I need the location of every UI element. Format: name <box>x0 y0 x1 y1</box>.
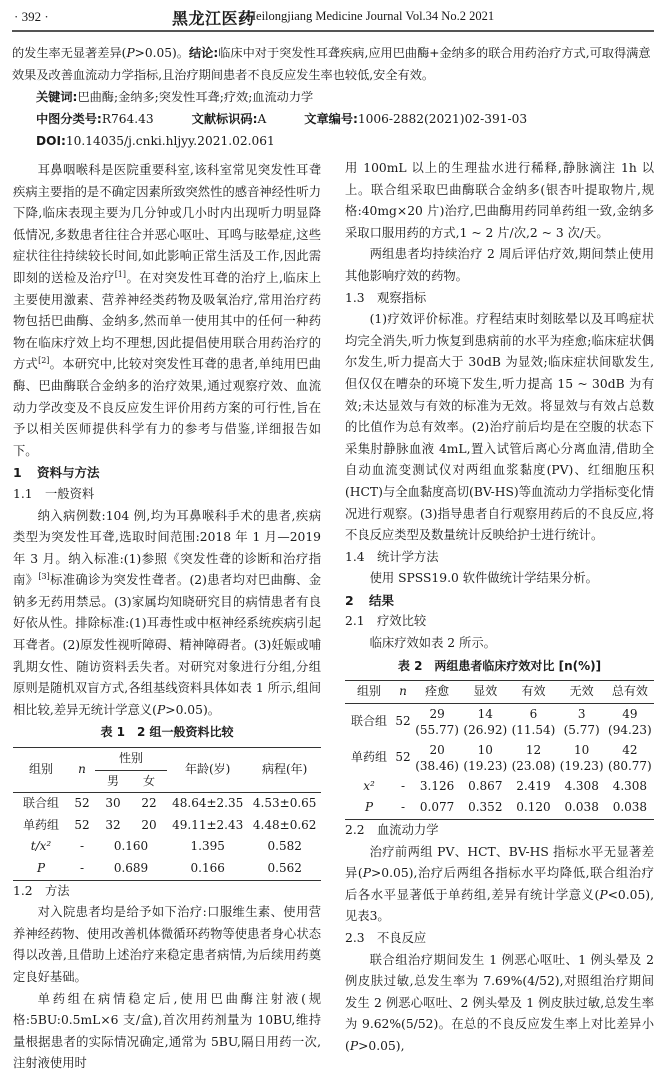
section-number: 1.3 <box>345 290 365 305</box>
stat-symbol: P <box>364 800 374 815</box>
section-title: 统计学方法 <box>377 549 439 564</box>
table2-caption: 表 2 两组患者临床疗效对比 [n(%)] <box>397 658 602 673</box>
section-number: 1.2 <box>13 883 33 898</box>
t2-header-group: 组别 <box>345 681 393 704</box>
cell-group: 联合组 <box>350 714 387 729</box>
section-title: 资料与方法 <box>37 465 100 481</box>
classification-line <box>12 108 654 130</box>
section-title: 疗效比较 <box>377 614 427 629</box>
cell-total <box>606 703 654 740</box>
cell-marked <box>461 740 509 776</box>
cell-age: 0.166 <box>167 858 248 880</box>
article-no-label: 文章编号: <box>304 112 358 126</box>
cell-n: 52 <box>74 796 90 811</box>
single-drug-paragraph: 单药组在病情稳定后,使用巴曲酶注射液(规格:5BU:0.5mL×6 支/盒),首次用药剂量为 10BU,维持量根据患者的实际情况确定,通常为 5BU,隔日用药一次,注射液使用时 <box>13 991 321 1071</box>
cell-ineffective <box>558 740 606 776</box>
cell-course: 4.53±0.65 <box>252 796 317 811</box>
cell-percent: (11.54) <box>511 722 556 737</box>
section-title: 方法 <box>45 883 70 898</box>
cell-n: 52 <box>395 750 411 765</box>
cell-cured <box>413 703 461 740</box>
abstract-result-text-end: >0.05)。 <box>134 46 189 60</box>
t2-header-cured: 痊愈 <box>413 681 461 704</box>
cell-total <box>606 740 654 776</box>
p-symbol: P <box>156 702 166 717</box>
section-heading-1-1 <box>13 484 321 506</box>
section-heading-2-2 <box>345 820 654 842</box>
cell-n: 52 <box>74 817 90 832</box>
citation-3[interactable]: [3] <box>38 572 50 582</box>
intro-text-b: 。在对突发性耳聋的治疗上,临床上主要使用激素、营养神经类药物及吸氧治疗,常用治疗药物包括巴曲酶、金纳多,然而单一使用其中的任何一种药物在临床疗效上均不理想,因此提倡使用联合用药治疗的方式 <box>13 270 321 372</box>
left-column <box>13 160 321 1075</box>
section-heading-1 <box>13 462 321 484</box>
cell-value: 3.126 <box>419 778 455 793</box>
cell-stat-label <box>345 776 393 798</box>
cell-effective <box>509 703 557 740</box>
cell-male: 30 <box>105 796 121 811</box>
cell-group: 联合组 <box>22 796 59 811</box>
stat-symbol: t/x² <box>30 839 52 854</box>
p-symbol: P <box>599 887 608 902</box>
keywords: 巴曲酶;金纳多;突发性耳聋;疗效;血流动力学 <box>77 90 314 104</box>
cell-percent: (23.08) <box>511 758 556 773</box>
cell-percent: (80.77) <box>608 758 652 773</box>
treatment-duration-paragraph: 两组患者均持续治疗 2 周后评估疗效,期间禁止使用其他影响疗效的药物。 <box>345 247 654 283</box>
section-heading-2-3 <box>345 928 654 950</box>
cell-count: 12 <box>525 742 542 757</box>
stat-symbol: x² <box>363 778 375 793</box>
table-stat-row <box>345 797 654 819</box>
section-number: 1.4 <box>345 549 365 564</box>
cell-ineffective <box>558 703 606 740</box>
article-number: 1006-2882(2021)02-391-03 <box>357 112 528 126</box>
table-stat-row <box>345 776 654 798</box>
cell-value: 0.077 <box>413 797 461 819</box>
section-heading-1-3 <box>345 288 654 310</box>
table-row <box>13 815 321 837</box>
section-title: 血流动力学 <box>377 823 439 838</box>
stat-symbol: P <box>36 861 46 875</box>
intro-paragraph <box>13 160 321 462</box>
cell-n: - <box>69 858 95 880</box>
cell-group: 单药组 <box>22 817 59 832</box>
n-symbol: n <box>399 684 407 699</box>
cell-percent: (19.23) <box>559 758 604 773</box>
hemodynamics-text-b: >0.05),治疗后两组各指标水平均降低,联合组治疗后各水平显著低于单药组,差异有统计学意义( <box>345 866 654 902</box>
doi-label: DOI: <box>36 134 66 148</box>
intro-text-c: 。本研究中,比较对突发性耳聋的患者,单纯用巴曲酶、巴曲酶联合金纳多的治疗效果,通过观察疗效、血流动力学改变及不良反应发生评价用药方案的可行性,旨在予以相关医师提供科学有力的参考与借鉴,详细报告如下。 <box>13 357 321 458</box>
t1-header-group: 组别 <box>13 748 69 793</box>
p-symbol: P <box>126 46 135 60</box>
cell-value: 4.308 <box>564 778 599 793</box>
t2-header-ineffective: 无效 <box>558 681 606 704</box>
journal-title-en: Heilongjiang Medicine Journal Vol.34 No.2 2021 <box>247 9 495 23</box>
cell-percent: (19.23) <box>463 758 508 773</box>
t1-header-female: 女 <box>131 770 167 793</box>
section-number: 1.1 <box>13 486 33 501</box>
cell-course: 0.562 <box>248 858 321 880</box>
cell-percent: (94.23) <box>608 722 652 737</box>
page-number: · 392 · <box>14 9 49 24</box>
p-symbol: P <box>349 1038 359 1053</box>
cell-count: 20 <box>429 742 445 757</box>
cell-count: 3 <box>577 706 586 721</box>
t1-header-n <box>69 748 95 793</box>
doc-code-label: 文献标识码: <box>191 112 258 126</box>
doc-code: A <box>257 112 267 126</box>
cell-percent: (5.77) <box>563 722 600 737</box>
t1-header-age: 年龄(岁) <box>167 748 248 793</box>
doi-line <box>12 130 654 152</box>
cell-stat-label <box>13 858 69 880</box>
cell-female: 22 <box>141 796 157 811</box>
doi: 10.14035/j.cnki.hljyy.2021.02.061 <box>65 134 275 148</box>
cell-sex: 0.689 <box>95 858 167 880</box>
cell-count: 10 <box>477 742 493 757</box>
t1-header-male: 男 <box>95 770 131 793</box>
cell-n: - <box>393 797 413 819</box>
keywords-label: 关键词: <box>36 90 78 104</box>
section-heading-2 <box>345 590 654 612</box>
section-title: 不良反应 <box>377 931 427 945</box>
journal-title-cn: 黑龙江医药 <box>172 9 255 28</box>
section-number: 1 <box>13 465 22 481</box>
hemodynamics-paragraph <box>345 842 654 928</box>
t1-header-course: 病程(年) <box>248 748 321 793</box>
t2-header-effective: 有效 <box>509 681 557 704</box>
cell-stat-label <box>345 797 393 819</box>
abstract-conclusion <box>12 42 654 86</box>
section-title: 观察指标 <box>377 290 427 305</box>
section-number: 2.2 <box>345 823 365 838</box>
general-data-text-b: 标准确诊为突发性聋者。(2)患者均对巴曲酶、金钠多无药用禁忌。(3)家属均知晓研究目的病情患者有良好依从性。排除标准:(1)耳毒性或中枢神经系统疾病引起耳聋者。(2)原发性视听障碍、精神障碍者。(3)妊娠或哺乳期女性、随访资料丢失者。对研究对象进行分组,分组原则是随机双盲方式,各组基线资料具体如表 1 所示,组间相比较,差异无统计学意义( <box>13 573 321 717</box>
cell-marked <box>461 703 509 740</box>
right-column <box>345 158 654 1058</box>
adverse-reactions-paragraph <box>345 950 654 1058</box>
cell-value: 0.038 <box>606 797 654 819</box>
methods-paragraph: 对入院患者均是给予如下治疗:口服维生素、使用营养神经药物、使用改善机体微循环药物等使患者身心状态得以改善,且借助上述治疗来稳定患者病情,为后续用药奠定良好基础。 <box>13 905 321 984</box>
cell-stat-label <box>13 836 69 858</box>
running-header <box>0 0 665 38</box>
section-title: 结果 <box>369 592 395 608</box>
table-row <box>345 703 654 740</box>
cell-count: 42 <box>622 742 638 757</box>
table1-caption: 表 1 2 组一般资料比较 <box>100 725 234 740</box>
hemodynamics-text-c: <0.05),见表3。 <box>345 887 654 924</box>
t2-header-marked: 显效 <box>461 681 509 704</box>
section-heading-2-1 <box>345 611 654 633</box>
cell-value: 0.038 <box>558 797 606 819</box>
section-number: 2.1 <box>345 614 365 629</box>
keywords-line <box>12 86 654 108</box>
cell-n: - <box>79 839 85 854</box>
general-data-text-a: 纳入病例数:104 例,均为耳鼻喉科手术的患者,疾病类型为突发性耳聋,选取时间范围:2018 年 1 月—2019 年 3 月。纳入标准:(1)参照《突发性聋的诊断和治疗指南》 <box>13 508 321 588</box>
cell-count: 49 <box>622 706 638 721</box>
clc-number: R764.43 <box>101 112 154 126</box>
cell-value: 0.120 <box>509 797 557 819</box>
t2-header-n <box>393 681 413 704</box>
header-rule <box>12 30 654 32</box>
cell-value: 4.308 <box>612 778 648 793</box>
citation-2[interactable]: [2] <box>38 356 50 366</box>
cell-group: 单药组 <box>350 750 387 765</box>
cell-count: 29 <box>429 706 445 721</box>
adverse-text-a: 联合组治疗期间发生 1 例恶心呕吐、1 例头晕及 2 例皮肤过敏,总发生率为 7.69%(4/52),对照组治疗期间发生 2 例恶心呕吐、2 例头晕及 1 例皮肤过敏,总发生率为 9.62%(5/52)。在总的不良反应发生率上对比差异小( <box>345 952 654 1053</box>
cell-female: 20 <box>141 817 157 832</box>
t1-header-sex: 性别 <box>95 748 167 771</box>
table2 <box>345 680 654 820</box>
conclusion-text: 临床中对于突发性耳聋疾病,应用巴曲酶+金纳多的联合用药治疗方式,可取得满意效果及改善血流动力学指标,且治疗期间患者不良反应发生率也较低,安全有效。 <box>12 46 651 82</box>
section-title: 一般资料 <box>45 486 95 501</box>
cell-cured <box>413 740 461 776</box>
cell-effective <box>509 740 557 776</box>
hemodynamics-text-a: 治疗前两组 PV、HCT、BV-HS 指标水平无显著差异( <box>345 844 654 881</box>
general-data-text-c: >0.05)。 <box>165 702 221 717</box>
abstract-result-text: 的发生率无显著差异( <box>12 46 127 60</box>
clc-label: 中图分类号: <box>36 112 102 126</box>
combined-group-paragraph: 用 100mL 以上的生理盐水进行稀释,静脉滴注 1h 以上。联合组采取巴曲酶联合金纳多(银杏叶提取物片,规格:40mg×20 片)治疗,巴曲酶用药同单药组一致,金纳多采取口服用药的方式,1 ~ 2 片/次,2 ~ 3 次/天。 <box>345 161 654 240</box>
table-row <box>13 793 321 815</box>
abstract <box>12 42 654 152</box>
citation-1[interactable]: [1] <box>114 269 127 279</box>
adverse-text-b: >0.05), <box>358 1038 405 1053</box>
general-data-paragraph <box>13 506 321 722</box>
cell-age: 48.64±2.35 <box>172 796 244 811</box>
statistics-paragraph: 使用 SPSS19.0 软件做统计学结果分析。 <box>369 571 598 586</box>
cell-n: 52 <box>395 714 411 729</box>
cell-count: 14 <box>477 706 493 721</box>
cell-sex: 0.160 <box>113 839 149 854</box>
cell-value: 0.352 <box>461 797 509 819</box>
table-stat-row <box>13 858 321 880</box>
conclusion-label: 结论: <box>188 46 219 60</box>
cell-value: 0.867 <box>468 778 503 793</box>
cell-course: 4.48±0.62 <box>252 817 317 832</box>
cell-male: 32 <box>105 817 121 832</box>
section-number: 2.3 <box>345 931 365 945</box>
table-stat-row <box>13 836 321 858</box>
t2-header-total: 总有效 <box>606 681 654 704</box>
cell-course: 0.582 <box>267 839 302 854</box>
section-number: 2 <box>345 592 354 608</box>
table-row <box>345 740 654 776</box>
cell-percent: (55.77) <box>415 722 459 737</box>
intro-text-a: 耳鼻咽喉科是医院重要科室,该科室常见突发性耳聋疾病主要指的是不确定因素所致突然性的感音神经性听力下降,临床表现主要为几分钟或几小时内出现听力明显降低情况,多数患者往往合并恶心呕吐、耳鸣与眩晕症,这些症状往往持续较长时间,如此影响正常生活及工作,因此需即刻的送检及治疗 <box>13 163 321 285</box>
indicators-paragraph: (1)疗效评价标准。疗程结束时刻眩晕以及耳鸣症状均完全消失,听力恢复到患病前的水平为痊愈;临床症状偶尔发生,听力提高大于 30dB 为显效;临床症状间歇发生,但仅仅在嘈杂的环境下发生,听力提高 15 ~ 30dB 为有效;未达显效与有效的标准为无效。将显效与有效占总数的比值作为总有效率。(2)治疗前后均是在空腹的状态下采集肘静脉血液 4mL,置入试管后离心分离血清,借助全自动血流变测试仪对两组血浆黏度(PV)、红细胞压积(HCT)与全血黏度高切(BV-HS)等血流动力学指标变化情况进行观察。(3)指导患者自行观察用药后的不良反应,将不良反应类型及数量统计反映给护士进行统计。 <box>345 312 654 543</box>
cell-n: - <box>400 778 406 793</box>
cell-age: 1.395 <box>190 839 225 854</box>
cell-percent: (38.46) <box>415 758 459 773</box>
table1 <box>13 747 321 881</box>
cell-count: 6 <box>529 706 538 721</box>
cell-percent: (26.92) <box>463 722 508 737</box>
section-heading-1-2 <box>13 881 321 903</box>
cell-count: 10 <box>574 742 590 757</box>
n-symbol: n <box>78 762 86 777</box>
p-symbol: P <box>362 866 371 881</box>
cell-age: 49.11±2.43 <box>172 817 244 832</box>
efficacy-paragraph: 临床疗效如表 2 所示。 <box>369 636 496 651</box>
cell-value: 2.419 <box>516 778 551 793</box>
section-heading-1-4 <box>345 547 654 569</box>
